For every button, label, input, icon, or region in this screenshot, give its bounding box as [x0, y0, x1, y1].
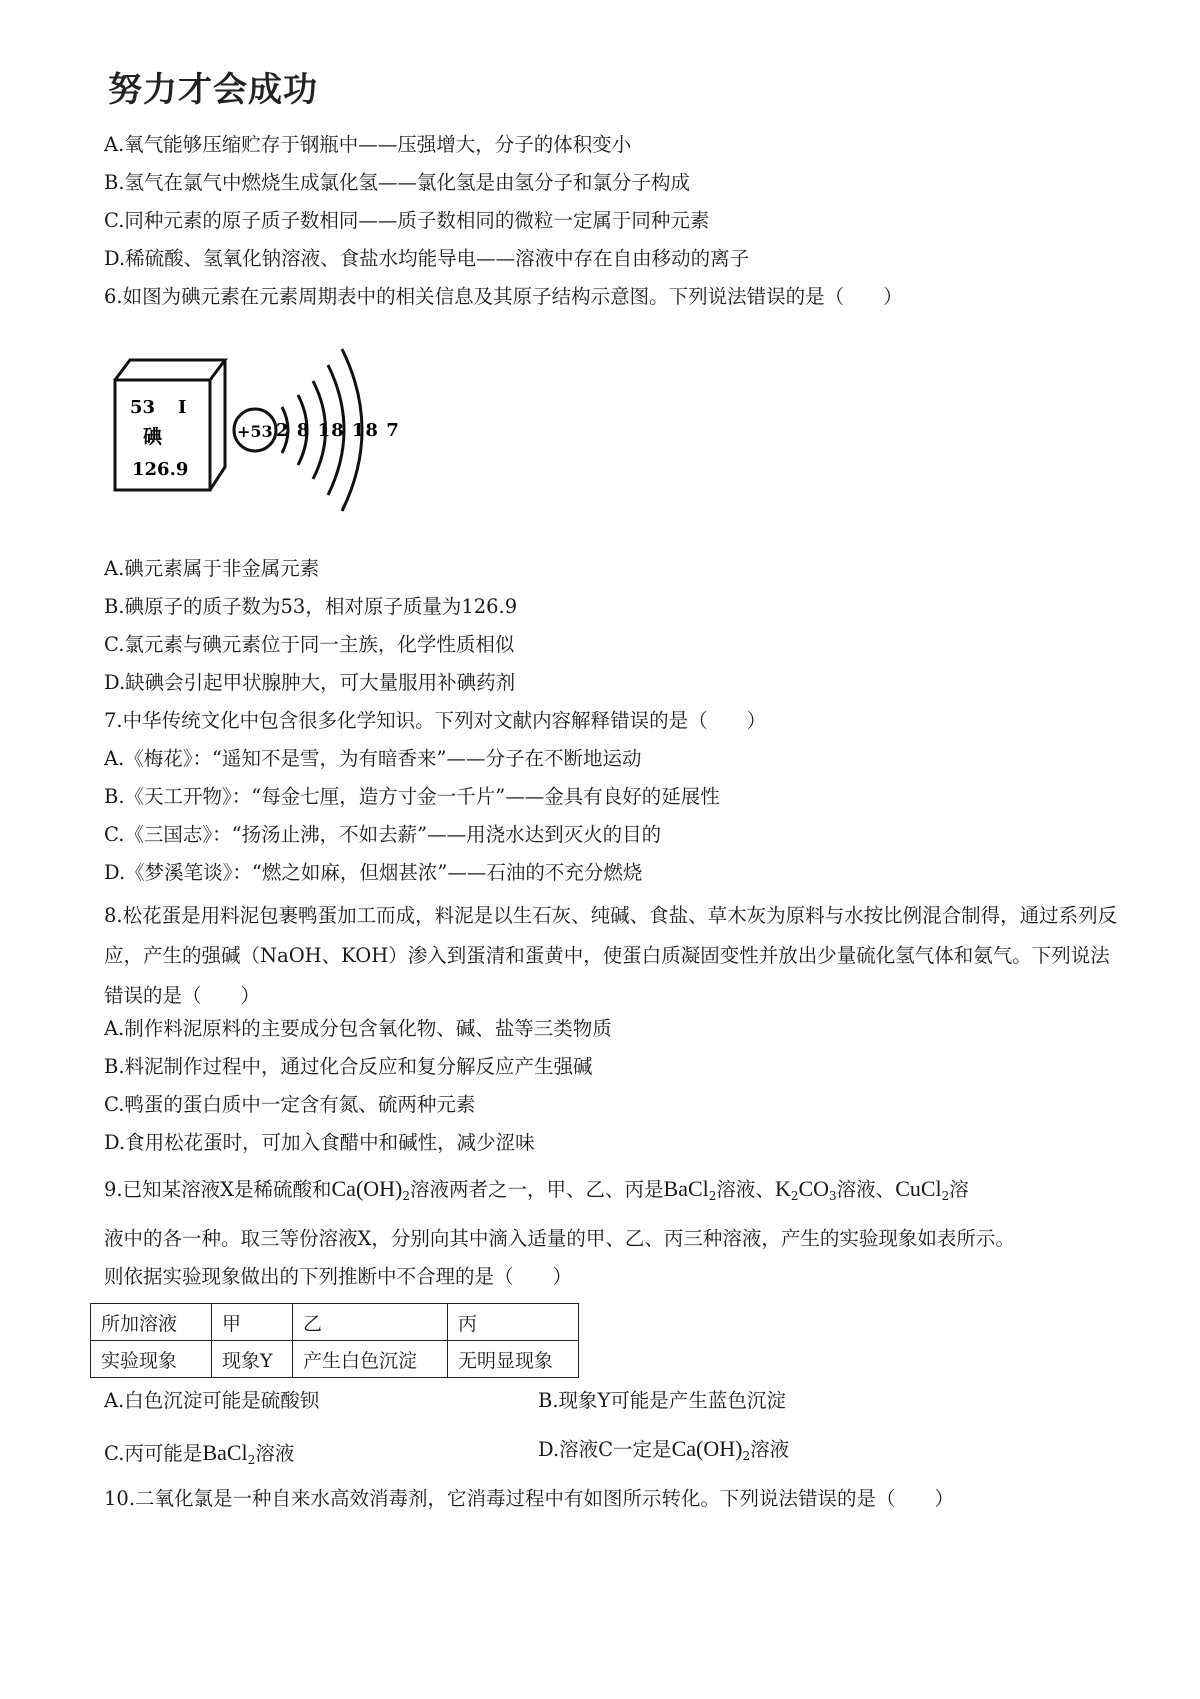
shell-electrons: 2 8 18 18 7 — [276, 420, 400, 441]
q5-option-d: D.稀硫酸、氢氧化钠溶液、食盐水均能导电——溶液中存在自由移动的离子 — [104, 247, 750, 270]
observation-table — [90, 1303, 579, 1378]
q8-option-b: B.料泥制作过程中，通过化合反应和复分解反应产生强碱 — [104, 1055, 593, 1078]
q8-stem: 8.松花蛋是用料泥包裹鸭蛋加工而成，料泥是以生石灰、纯碱、食盐、草木灰为原料与水按比例混合制得，通过系列反应，产生的强碱（NaOH、KOH）渗入到蛋清和蛋黄中，使蛋白质凝固变性并放出少量硫化氢气体和氨气。下列说法错误的是（ ） — [104, 904, 1118, 1007]
table-cell: 丙 — [448, 1304, 579, 1341]
table-cell: 所加溶液 — [91, 1304, 212, 1341]
q7-stem: 7.中华传统文化中包含很多化学知识。下列对文献内容解释错误的是（ ） — [104, 709, 767, 732]
q6-option-c: C.氯元素与碘元素位于同一主族，化学性质相似 — [104, 633, 515, 656]
q9-stem-line3: 则依据实验现象做出的下列推断中不合理的是（ ） — [104, 1265, 573, 1288]
table-row — [91, 1341, 579, 1378]
q7-option-c: C.《三国志》：“扬汤止沸，不如去薪”——用浇水达到灭火的目的 — [104, 823, 662, 846]
q8-option-c: C.鸭蛋的蛋白质中一定含有氮、硫两种元素 — [104, 1093, 476, 1116]
q5-option-b: B.氢气在氯气中燃烧生成氯化氢——氯化氢是由氢分子和氯分子构成 — [104, 171, 691, 194]
q9-option-c: C.丙可能是BaCl$_2$溶液 — [104, 1440, 295, 1467]
iodine-figure — [110, 335, 410, 535]
q6-stem: 6.如图为碘元素在元素周期表中的相关信息及其原子结构示意图。下列说法错误的是（ ） — [104, 285, 903, 308]
q7-option-d: D.《梦溪笔谈》：“燃之如麻，但烟甚浓”——石油的不充分燃烧 — [104, 861, 643, 884]
table-row — [91, 1304, 579, 1341]
q8-option-a: A.制作料泥原料的主要成分包含氧化物、碱、盐等三类物质 — [104, 1017, 612, 1040]
q5-option-a: A.氧气能够压缩贮存于钢瓶中——压强增大，分子的体积变小 — [104, 133, 632, 156]
q9-option-d: D.溶液C一定是$Ca(OH)_2$溶液 — [538, 1436, 790, 1463]
q5-option-c: C.同种元素的原子质子数相同——质子数相同的微粒一定属于同种元素 — [104, 209, 710, 232]
atomic-mass: 126.9 — [132, 459, 189, 480]
table-cell: 乙 — [293, 1304, 448, 1341]
q9-stem-line2: 液中的各一种。取三等份溶液X，分别向其中滴入适量的甲、乙、丙三种溶液，产生的实验现象如表所示。 — [104, 1227, 1015, 1250]
q7-option-b: B.《天工开物》：“每金七厘，造方寸金一千片”——金具有良好的延展性 — [104, 785, 720, 808]
q9-option-b: B.现象Y可能是产生蓝色沉淀 — [538, 1389, 786, 1412]
q7-option-a: A.《梅花》：“遥知不是雪，为有暗香来”——分子在不断地运动 — [104, 747, 642, 770]
page-banner: 努力才会成功 — [108, 70, 318, 110]
q9-stem-line1: 9.已知某溶液X是稀硫酸和$Ca(OH)_2$溶液两者之一，甲、乙、丙是BaCl$_2$溶液、$K_2CO_3$溶液、CuCl$_2$溶 — [104, 1176, 969, 1203]
atomic-number: 53 — [130, 397, 156, 418]
table-cell: 产生白色沉淀 — [293, 1341, 448, 1378]
q6-option-d: D.缺碘会引起甲状腺肿大，可大量服用补碘药剂 — [104, 671, 516, 694]
table-cell: 无明显现象 — [448, 1341, 579, 1378]
table-cell: 实验现象 — [91, 1341, 212, 1378]
element-name: 碘 — [143, 426, 163, 448]
table-cell: 甲 — [212, 1304, 293, 1341]
q9-option-a: A.白色沉淀可能是硫酸钡 — [104, 1389, 320, 1412]
q8-option-d: D.食用松花蛋时，可加入食醋中和碱性，减少涩味 — [104, 1131, 535, 1154]
q10-stem: 10.二氧化氯是一种自来水高效消毒剂，它消毒过程中有如图所示转化。下列说法错误的是（ ） — [104, 1487, 955, 1510]
q6-option-b: B.碘原子的质子数为53，相对原子质量为126.9 — [104, 595, 518, 618]
q6-option-a: A.碘元素属于非金属元素 — [104, 557, 320, 580]
group-mark: I — [178, 397, 187, 418]
nucleus-charge: +53 — [237, 422, 273, 441]
table-cell: 现象Y — [212, 1341, 293, 1378]
